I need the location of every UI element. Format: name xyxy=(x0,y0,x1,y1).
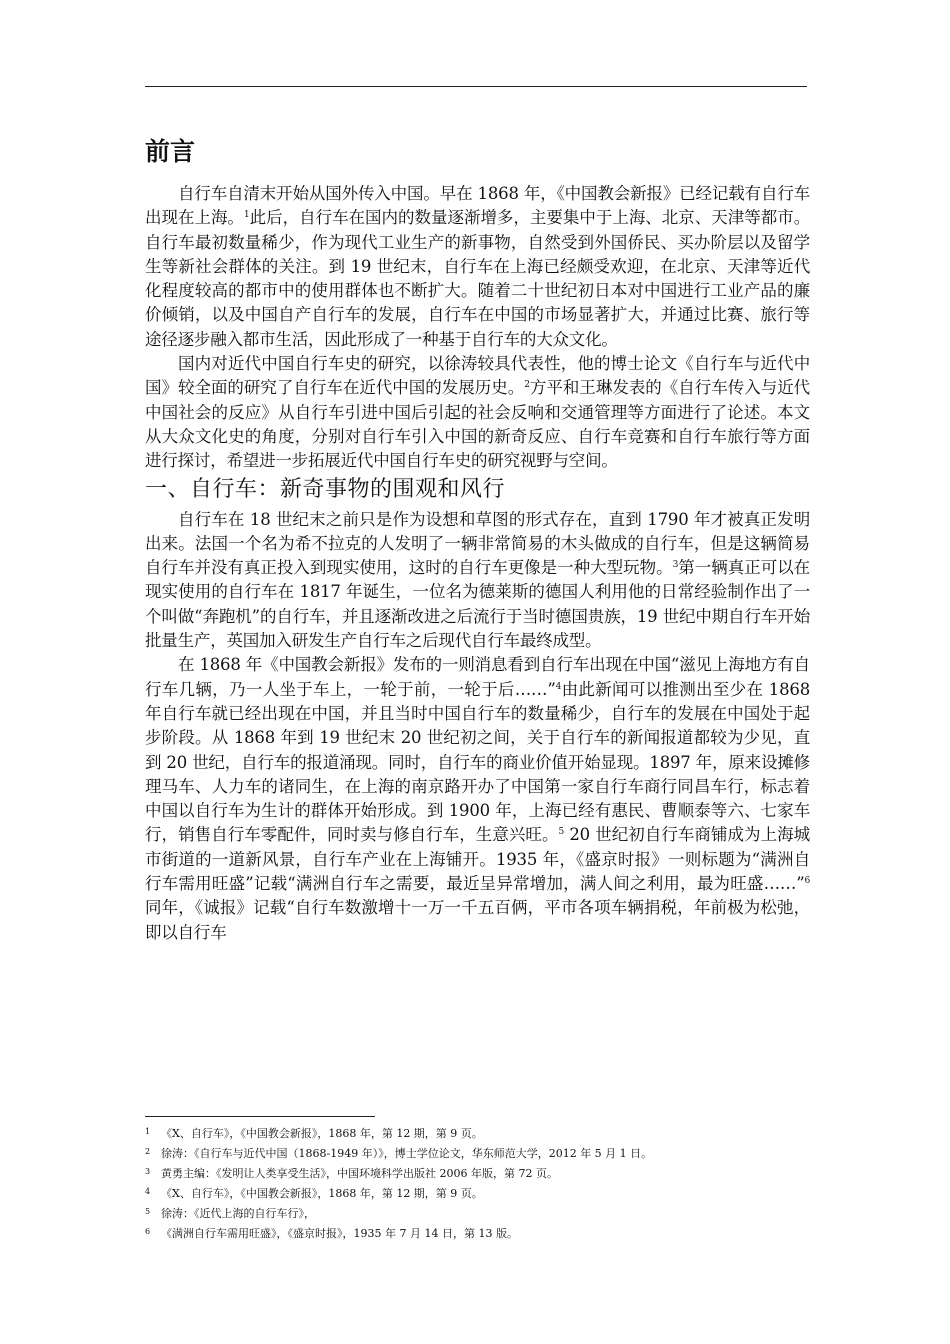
footnote-3 xyxy=(145,1163,810,1183)
header-rule xyxy=(145,86,807,87)
footnote-number: 4 xyxy=(145,1187,151,1196)
section-1-heading: 一、自行车：新奇事物的围观和风行 xyxy=(145,476,506,502)
footnote-1 xyxy=(145,1123,810,1143)
footnote-number: 6 xyxy=(145,1227,151,1236)
text-run: 同年，《诚报》记载“自行车数激增十一万一千五百俩，平市各项车辆捐税，年前极为松弛，即以自行车 xyxy=(145,898,810,942)
footnote-number: 2 xyxy=(145,1147,151,1156)
footnote-ref-4[interactable]: 4 xyxy=(555,681,562,692)
footnote-ref-3[interactable]: 3 xyxy=(672,560,679,571)
text-run: 20 世纪初自行车商铺成为上海城市街道的一道新风景，自行车产业在上海铺开。1935 年，《盛京时报》一则标题为“满洲自行车需用旺盛”记载“满洲自行车之需要，最近呈异常增加，满人间之利用，最为旺盛……” xyxy=(145,825,810,894)
footnote-4 xyxy=(145,1183,810,1203)
footnote-ref-5[interactable]: 5 xyxy=(558,827,565,838)
text-run: 方平和王琳发表的《自行车传入与近代中国社会的反应》从自行车引进中国后引起的社会反响和交通管理等方面进行了论述。本文从大众文化史的角度，分别对自行车引入中国的新奇反应、自行车竞赛和自行车旅行等方面进行探讨，希望进一步拓展近代中国自行车史的研究视野与空间。 xyxy=(145,378,810,471)
footnote-number: 5 xyxy=(145,1207,151,1216)
footnote-separator xyxy=(145,1116,375,1117)
text-run: 国内对近代中国自行车史的研究，以徐涛较具代表性，他的博士论文《自行车与近代中国》较全面的研究了自行车在近代中国的发展历史。 xyxy=(145,354,810,398)
footnote-number: 3 xyxy=(145,1167,151,1176)
footnote-ref-6[interactable]: 6 xyxy=(804,876,810,887)
main-content xyxy=(145,134,810,945)
footnote-text: 《满洲自行车需用旺盛》，《盛京时报》，1935 年 7 月 14 日，第 13 版。 xyxy=(161,1227,518,1240)
text-run: 由此新闻可以推测出至少在 1868 年自行车就已经出现在中国，并且当时中国自行车的数量稀少，自行车的发展在中国处于起步阶段。从 1868 年到 19 世纪末 20 世纪初之间，关于自行车的新闻报道都较为少见，直到 20 世纪，自行车的报道涌现。同时，自行车的商业价值开始显现。1897 年，原来设摊修理马车、人力车的诸同生，在上海的南京路开办了中国第一家自行车商行同昌车行，标志着中国以自行车为生计的群体开始形成。到 1900 年，上海已经有惠民、曹顺泰等六、七家车行，销售自行车零配件，同时卖与修自行车，生意兴旺。 xyxy=(145,679,811,845)
text-run: 自行车在 18 世纪末之前只是作为设想和草图的形式存在，直到 1790 年才被真正发明出来。法国一个名为希不拉克的人发明了一辆非常简易的木头做成的自行车，但是这辆简易自行车并没有真正投入到现实使用，这时的自行车更像是一种大型玩物。 xyxy=(145,509,810,578)
footnote-text: 黄勇主编：《发明让人类享受生活》，中国环境科学出版社 2006 年版，第 72 页。 xyxy=(161,1167,558,1180)
footnote-2 xyxy=(145,1143,810,1163)
preface-paragraph-2 xyxy=(145,352,810,473)
footnote-6 xyxy=(145,1223,810,1243)
footnotes xyxy=(145,1123,810,1243)
preface-paragraph-1 xyxy=(145,182,810,352)
preface-heading: 前言 xyxy=(145,137,196,166)
text-run: 第一辆真正可以在现实使用的自行车在 1817 年诞生，一位名为德莱斯的德国人利用他的日常经验制作出了一个叫做“奔跑机”的自行车，并且逐渐改进之后流行于当时德国贵族，19 世纪中期自行车开始批量生产，英国加入研发生产自行车之后现代自行车最终成型。 xyxy=(145,558,810,651)
footnote-number: 1 xyxy=(145,1127,151,1136)
footnote-5 xyxy=(145,1203,810,1223)
section-1-paragraph-1 xyxy=(145,508,810,654)
text-run: 此后，自行车在国内的数量逐渐增多，主要集中于上海、北京、天津等都市。自行车最初数量稀少，作为现代工业生产的新事物，自然受到外国侨民、买办阶层以及留学生等新社会群体的关注。到 19 世纪末，自行车在上海已经颇受欢迎，在北京、天津等近代化程度较高的都市中的使用群体也不断扩大。随着二十世纪初日本对中国进行工业产品的廉价倾销，以及中国自产自行车的发展，自行车在中国的市场显著扩大，并通过比赛、旅行等途径逐步融入都市生活，因此形成了一种基于自行车的大众文化。 xyxy=(145,208,810,349)
footnote-text: 《X、自行车》，《中国教会新报》，1868 年，第 12 期，第 9 页。 xyxy=(161,1187,483,1200)
text-run: 在 1868 年《中国教会新报》发布的一则消息看到自行车出现在中国“滋见上海地方有自行车几辆，乃一人坐于车上，一轮于前，一轮于后……” xyxy=(145,655,810,699)
footnote-text: 《X、自行车》，《中国教会新报》，1868 年，第 12 期，第 9 页。 xyxy=(161,1127,483,1140)
footnote-text: 徐涛：《自行车与近代中国（1868-1949 年）》，博士学位论文，华东师范大学，2012 年 5 月 1 日。 xyxy=(161,1147,653,1160)
footnote-ref-1[interactable]: 1 xyxy=(243,210,250,221)
text-run: 自行车自清末开始从国外传入中国。早在 1868 年，《中国教会新报》已经记载有自行车出现在上海。 xyxy=(145,184,810,228)
footnote-ref-2[interactable]: 2 xyxy=(524,380,530,391)
section-1-paragraph-2 xyxy=(145,653,810,945)
footnote-text: 徐涛：《近代上海的自行车行》， xyxy=(161,1207,315,1220)
